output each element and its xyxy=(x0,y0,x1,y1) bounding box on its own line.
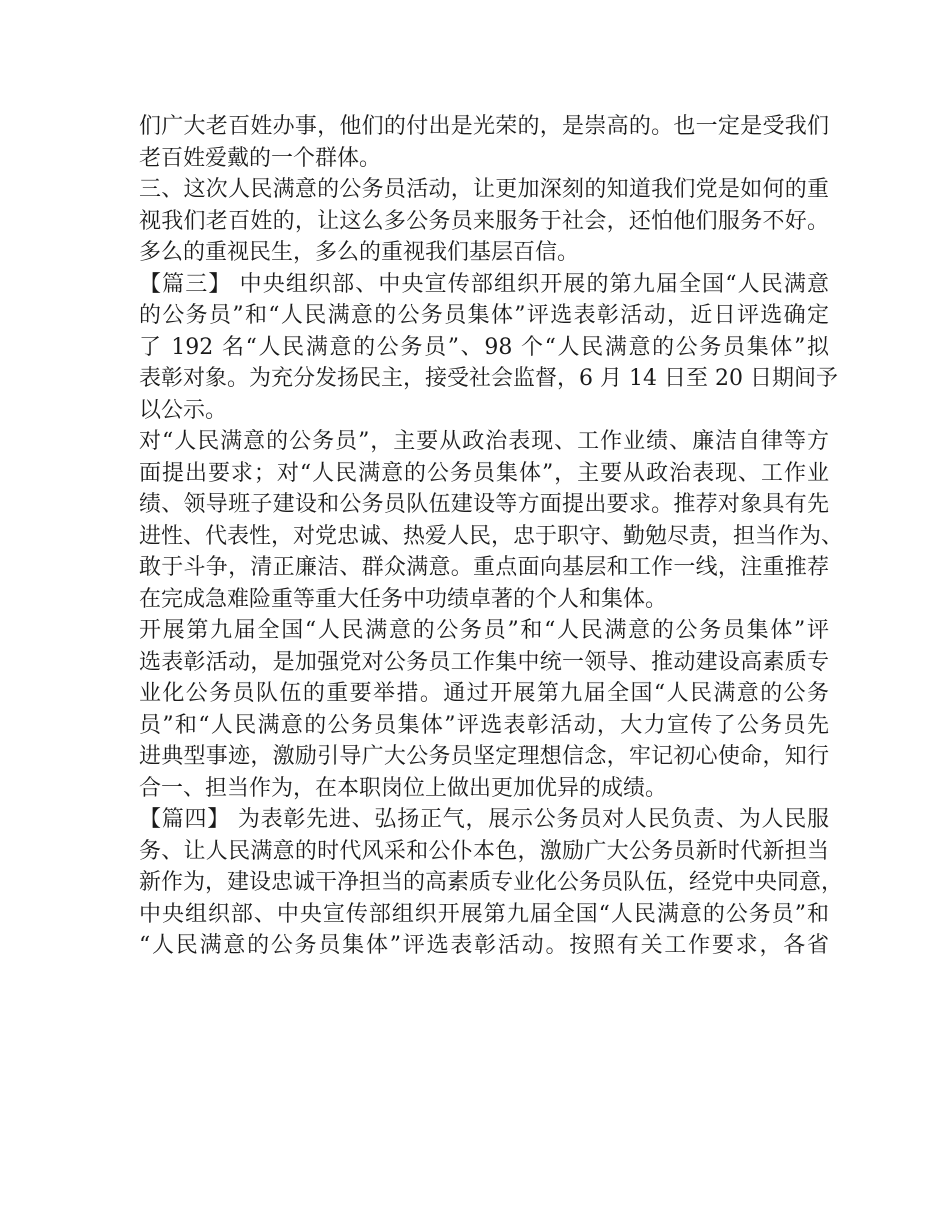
text-line: 合一、担当作为，在本职岗位上做出更加优异的成绩。 xyxy=(139,775,668,801)
text-line: 绩、领导班子建设和公务员队伍建设等方面提出要求。推荐对象具有先 xyxy=(139,492,829,517)
text-line: 表彰对象。为充分发扬民主，接受社会监督，6 月 14 日至 20 日期间予 xyxy=(139,366,838,391)
text-line: 三、这次人民满意的公务员活动，让更加深刻的知道我们党是如何的重 xyxy=(139,177,829,202)
text-line: 以公示。 xyxy=(139,397,228,423)
text-line: 视我们老百姓的，让这么多公务员来服务于社会，还怕他们服务不好。 xyxy=(139,208,829,234)
text-line: 务、让人民满意的时代风采和公仆本色，激励广大公务员新时代新担当 xyxy=(139,838,829,864)
text-line: 选表彰活动，是加强党对公务员工作集中统一领导、推动建设高素质专 xyxy=(139,649,829,675)
text-line: 进性、代表性，对党忠诚、热爱人民，忠于职守、勤勉尽责，担当作为、 xyxy=(139,523,844,549)
text-line: 进典型事迹，激励引导广大公务员坚定理想信念，牢记初心使命，知行 xyxy=(139,744,829,769)
text-line: 敢于斗争，清正廉洁、群众满意。重点面向基层和工作一线，注重推荐 xyxy=(139,555,829,580)
text-line: 们广大老百姓办事，他们的付出是光荣的，是崇高的。也一定是受我们 xyxy=(139,114,829,139)
text-line: 了 192 名“人民满意的公务员”、98 个“人民满意的公务员集体”拟 xyxy=(139,334,829,360)
text-line: 【篇三】 中央组织部、中央宣传部组织开展的第九届全国“人民满意 xyxy=(139,271,829,297)
text-line: 新作为，建设忠诚干净担当的高素质专业化公务员队伍，经党中央同意， xyxy=(139,870,844,895)
text-line: 中央组织部、中央宣传部组织开展第九届全国“人民满意的公务员”和 xyxy=(139,901,829,927)
text-line: 员”和“人民满意的公务员集体”评选表彰活动，大力宣传了公务员先 xyxy=(139,712,829,738)
text-line: 业化公务员队伍的重要举措。通过开展第九届全国“人民满意的公务 xyxy=(139,681,829,706)
text-line: 开展第九届全国“人民满意的公务员”和“人民满意的公务员集体”评 xyxy=(139,618,829,643)
text-line: 【篇四】 为表彰先进、弘扬正气，展示公务员对人民负责、为人民服 xyxy=(139,807,829,832)
document-body xyxy=(139,111,844,962)
text-line: 多么的重视民生，多么的重视我们基层百信。 xyxy=(139,240,580,265)
text-line: 在完成急难险重等重大任务中功绩卓著的个人和集体。 xyxy=(139,586,668,612)
text-line: 老百姓爱戴的一个群体。 xyxy=(139,145,382,171)
text-line: 的公务员”和“人民满意的公务员集体”评选表彰活动，近日评选确定 xyxy=(139,303,829,328)
text-line: 对“人民满意的公务员”，主要从政治表现、工作业绩、廉洁自律等方 xyxy=(139,429,829,454)
text-line: 面提出要求；对“人民满意的公务员集体”，主要从政治表现、工作业 xyxy=(139,460,829,486)
text-line: “人民满意的公务员集体”评选表彰活动。按照有关工作要求，各省 xyxy=(139,933,829,958)
